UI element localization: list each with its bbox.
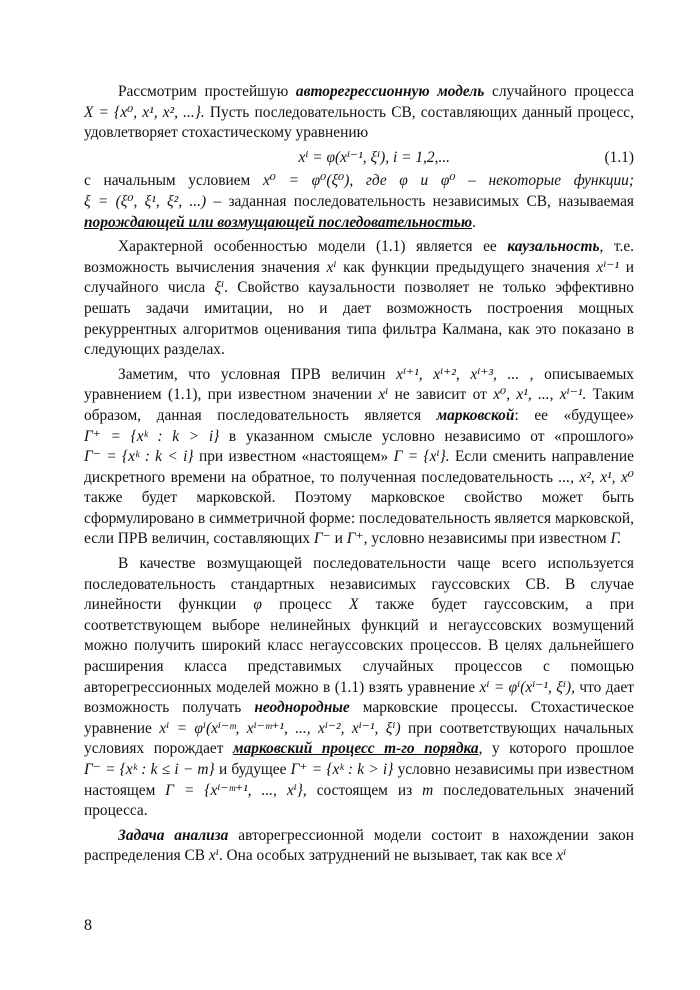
paragraph-analysis-problem: Задача анализа авторегрессионной модели состоит в нахождении закон распределения СВ xⁱ. Она особых затруднений не вызывает, так как все xⁱ xyxy=(84,826,634,865)
equation-1-1 xyxy=(84,148,634,169)
body-text xyxy=(84,82,634,871)
paragraph-initial-condition: с начальным условием x⁰ = φ⁰(ξ⁰), где φ и φ⁰ – некоторые функции; ξ = (ξ⁰, ξ¹, ξ², ...) – заданная последовательность независимых СВ, называемая порождающей или возмущающей последовательностью. xyxy=(84,172,634,231)
math-present-set: Γ = {xⁱ}. xyxy=(393,448,450,466)
paragraph-perturbing-sequence: В качестве возмущающей последовательности чаще всего используется последовательность стандартных независимых гауссовских СВ. В случае линейности функции φ процесс X также будет гауссовским, а при соответствующем выборе нелинейных функций и негауссовских возмущений можно получить широкий класс негауссовских процессов. В целях дальнейшего расширения класса представимых случайных процессов с помощью авторегрессионных моделей можно в (1.1) взять уравнение xⁱ = φⁱ(xⁱ⁻¹, ξⁱ), что дает возможность получать неоднородные марковские процессы. Стохастическое уравнение xⁱ = φⁱ(xⁱ⁻ᵐ, xⁱ⁻ᵐ⁺¹, ..., xⁱ⁻², xⁱ⁻¹, ξⁱ) при соответствующих начальных условиях порождает марковский процесс m-го порядка, у которого прошлое Γ⁻ = {xᵏ : k ≤ i − m} и будущее Γ⁺ = {xᵏ : k > i} условно независимы при известном настоящем Γ = {xⁱ⁻ᵐ⁺¹, ..., xⁱ}, состоящем из m последовательных значений процесса. xyxy=(84,555,635,820)
math-xi-sequence: ξ = (ξ⁰, ξ¹, ξ², ...) xyxy=(84,192,207,210)
math-past-set: Γ⁻ = {xᵏ : k < i} xyxy=(84,448,194,466)
term-causality: каузальность xyxy=(507,238,600,256)
equation-number: (1.1) xyxy=(604,148,634,166)
term-generating-sequence: порождающей или возмущающей последовательностью xyxy=(84,213,473,231)
page-number: 8 xyxy=(84,917,92,934)
term-analysis-problem: Задача анализа xyxy=(118,826,229,844)
equation-formula: xⁱ = φ(xⁱ⁻¹, ξⁱ), i = 1,2,... xyxy=(298,148,450,166)
term-markov: марковской xyxy=(436,406,515,424)
paragraph-autoregressive-model: Рассмотрим простейшую авторегрессионную модель случайного процесса X = {x⁰, x¹, x², ...}. Пусть последовательность СВ, составляющих данный процесс, удовлетворяет стохастическому уравнению xyxy=(84,83,634,142)
paragraph-markov-property: Заметим, что условная ПРВ величин xⁱ⁺¹, xⁱ⁺², xⁱ⁺³, ... , описываемых уравнением (1.1), при известном значении xⁱ не зависит от x⁰, x¹, ..., xⁱ⁻¹. Таким образом, данная последовательность является марковской: ее «будущее» Γ⁺ = {xᵏ : k > i} в указанном смысле условно независимо от «прошлого» Γ⁻ = {xᵏ : k < i} при известном «настоящем» Γ = {xⁱ}. Если сменить направление дискретного времени на обратное, то полученная последовательность ..., x², x¹, x⁰ также будет марковской. Поэтому марковское свойство может быть сформулировано в симметричной форме: последовательность является марковской, если ПРВ величин, составляющих Γ⁻ и Γ⁺, условно независимы при известном Γ. xyxy=(84,365,635,548)
math-future-set: Γ⁺ = {xᵏ : k > i} xyxy=(84,427,220,445)
term-autoregressive-model: авторегрессионную модель xyxy=(295,83,485,100)
term-markov-m-order: марковский процесс m-го порядка xyxy=(233,740,479,758)
math-initial-condition: x⁰ = φ⁰(ξ⁰), xyxy=(262,172,354,190)
paragraph-causality: Характерной особенностью модели (1.1) является ее каузальность, т.е. возможность вычисления значения xⁱ как функции предыдущего значения xⁱ⁻¹ и случайного числа ξⁱ. Свойство каузальности позволяет не только эффективно решать задачи имитации, но и дает возможность построения мощных рекуррентных алгоритмов оценивания типа фильтра Калмана, как это показано в следующих разделах. xyxy=(84,238,634,359)
math-mth-order-equation: xⁱ = φⁱ(xⁱ⁻ᵐ, xⁱ⁻ᵐ⁺¹, ..., xⁱ⁻², xⁱ⁻¹, ξⁱ) xyxy=(159,719,401,737)
term-inhomogeneous: неоднородные xyxy=(254,699,350,717)
math-process-definition: X = {x⁰, x¹, x², ...}. xyxy=(84,103,205,121)
